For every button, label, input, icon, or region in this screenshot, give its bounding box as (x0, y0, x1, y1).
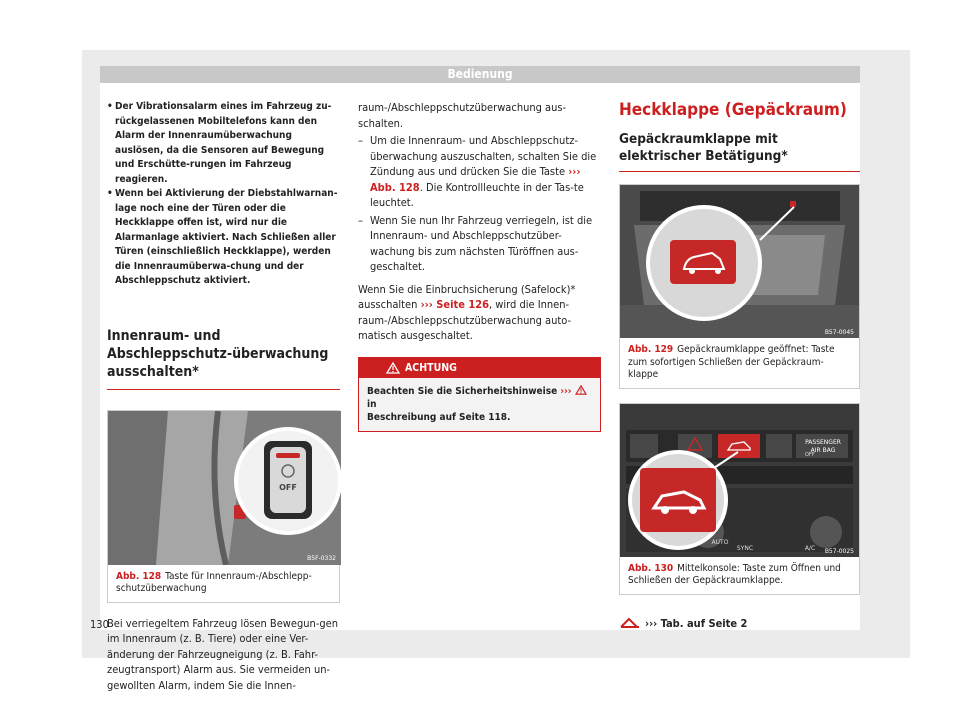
warning-box (358, 357, 601, 432)
page-body (100, 83, 860, 692)
note-bullet: • Der Vibrationsalarm eines im Fahrzeug zu-rückgelassenen Mobiltelefons kann den Alarm der Innenraumüberwachung auslösen, da die Sensoren auf Bewegung und Erschütte-rungen im Fahrzeug reagieren. (107, 100, 340, 187)
column-2 (358, 83, 601, 432)
ac-label: A/C (804, 544, 816, 552)
column-3 (619, 83, 860, 630)
figure-129 (619, 184, 860, 389)
button-label: OFF (279, 482, 297, 492)
body-paragraph: raum-/Abschleppschutzüberwachung aus-schalten. (358, 101, 567, 130)
note-block (107, 83, 340, 289)
figure-caption-text: Taste für Innenraum-/Abschlepp-schutzüberwachung (116, 570, 312, 594)
figure-130 (619, 403, 860, 595)
warning-small-icon (575, 385, 587, 395)
warning-triangle-icon (386, 362, 400, 374)
instruction-step: – Um die Innenraum- und Abschleppschutz-überwachung auszuschalten, schalten Sie die Zündung aus und drücken Sie die Taste ››› Abb. 128. Die Kontrollleuchte in der Tas-te leuchtet. (358, 133, 601, 211)
warning-header (359, 358, 600, 378)
column-1 (107, 83, 340, 693)
figure-code: B5F-0332 (307, 554, 336, 562)
figure-number: Abb. 129 (628, 344, 674, 355)
figure-caption (108, 565, 339, 602)
off-label: OFF (805, 451, 815, 458)
instruction-step: – Wenn Sie nun Ihr Fahrzeug verriegeln, ist die Innenraum- und Abschleppschutzüber-wachung bis zum nächsten Türöffnen aus-geschaltet. (358, 213, 601, 275)
chapter-title: Heckklappe (Gepäckraum) (619, 100, 847, 120)
figure-caption (620, 338, 859, 388)
figure-128-image (108, 411, 341, 565)
arrow-link-icon (619, 617, 641, 629)
auto-label: AUTO (711, 538, 729, 546)
passenger-label: PASSENGER (805, 438, 841, 446)
body-paragraph: Wenn Sie die Einbruchsicherung (Safelock)* ausschalten ››› Seite 126, wird die Innen-raum-/Abschleppschutzüberwachung auto-matisch ausgeschaltet. (358, 282, 576, 342)
figure-caption-text: Gepäckraumklappe geöffnet: Taste zum sofortigen Schließen der Gepäckraum-klappe (628, 344, 835, 380)
figure-number: Abb. 128 (116, 570, 162, 582)
body-paragraph: Bei verriegeltem Fahrzeug lösen Bewegun-gen im Innenraum (z. B. Tiere) oder eine Ver-änderung der Fahrzeugneigung (z. B. Fahr-zeugtransport) Alarm aus. Sie vermeiden un-gewollten Alarm, indem Sie die Innen- (107, 616, 339, 692)
warning-text: Beachten Sie die Sicherheitshinweise ››› in Beschreibung auf Seite 118. (359, 378, 600, 431)
figure-128 (107, 410, 340, 603)
figure-129-image (620, 185, 859, 338)
sync-label: SYNC (736, 544, 754, 552)
figure-code: B57-0045 (824, 329, 854, 336)
figure-130-image (620, 404, 859, 557)
airbag-label: AIR BAG (810, 446, 836, 454)
warning-link[interactable]: ››› (560, 385, 572, 397)
figure-caption (620, 557, 859, 594)
figure-link[interactable]: ››› Abb. 128 (370, 165, 581, 194)
section-title: Innenraum- und Abschleppschutz-überwachung ausschalten* (107, 327, 340, 390)
page-number: 130 (90, 618, 109, 631)
figure-code: B57-0025 (824, 547, 854, 555)
note-bullet: • Wenn bei Aktivierung der Diebstahlwarnan-lage noch eine der Türen oder die Heckklappe offen ist, wird nur die Alarmanlage aktiviert. Nach Schließen aller Türen (einschließlich Heckklappe), werden die Innenraumüberwa-chung und der Abschleppschutz aktiviert. (107, 187, 340, 289)
table-reference[interactable] (619, 617, 860, 630)
warning-title: ACHTUNG (405, 361, 457, 374)
figure-number: Abb. 130 (628, 562, 674, 574)
section-title: Gepäckraumklappe mit elektrischer Betätigung* (619, 131, 860, 172)
running-header: Bedienung (100, 66, 860, 83)
page-link[interactable]: ››› Seite 126 (420, 298, 490, 311)
table-reference-text: ››› Tab. auf Seite 2 (645, 616, 748, 630)
figure-caption-text: Mittelkonsole: Taste zum Öffnen und Schließen der Gepäckraumklappe. (628, 562, 841, 586)
